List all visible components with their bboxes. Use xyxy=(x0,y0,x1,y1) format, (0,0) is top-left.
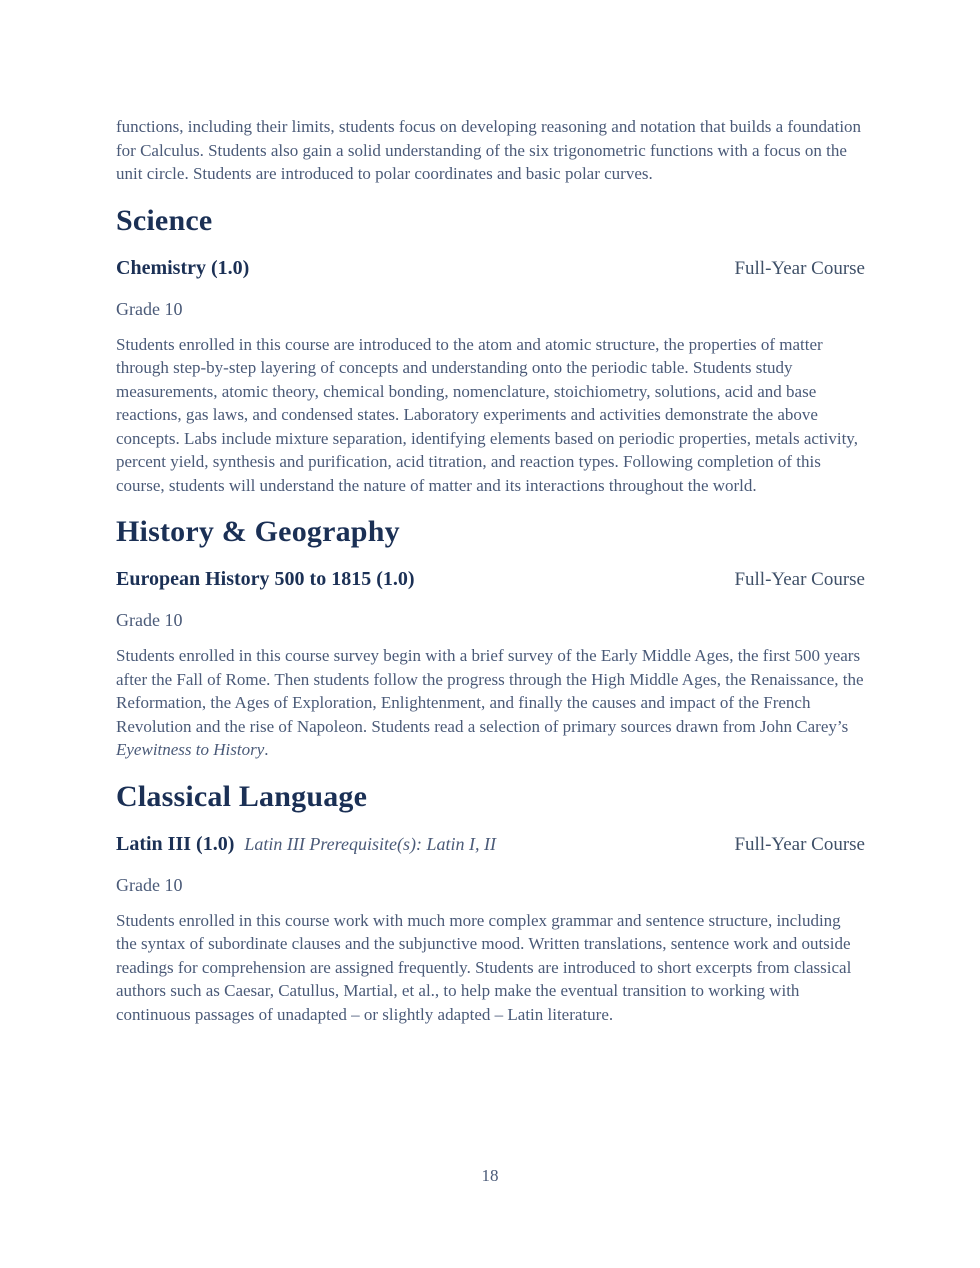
intro-paragraph: functions, including their limits, students focus on developing reasoning and notation that builds a foundation for Calculus. Students also gain a solid understanding of the six trigonometric functions with a focus on the unit circle. Students are introduced to polar coordinates and basic polar curves. xyxy=(116,117,862,183)
course-description-latin: Students enrolled in this course work with much more complex grammar and sentence structure, including the syntax of subordinate clauses and the subjunctive mood. Written translations, sentence work and outside readings for comprehension are assigned frequently. Students are introduced to short excerpts from classical authors such as Caesar, Catullus, Martial, et al., to help make the eventual transition to working with continuous passages of unadapted – or slightly adapted – Latin literature. xyxy=(116,910,852,1024)
section-history-geography xyxy=(116,514,865,762)
grade-level: Grade 10 xyxy=(116,874,183,895)
section-science xyxy=(116,203,865,498)
course-title-european-history: European History 500 to 1815 (1.0) xyxy=(116,568,415,590)
grade-level: Grade 10 xyxy=(116,610,183,630)
prerequisite-note: Latin III Prerequisite(s): Latin I, II xyxy=(244,833,496,854)
course-title-group xyxy=(116,255,249,281)
course-title-latin: Latin III (1.0) xyxy=(116,832,235,855)
description-text: Students enrolled in this course survey begin with a brief survey of the Early Middle Ages, the first 500 years after the Fall of Rome. Then students follow the progress through the High Middle Ages, the Renaissance, the Reformation, the Ages of Exploration, Enlightenment, and finally the causes and impact of the French Revolution and the rise of Napoleon. Students read a selection of primary sources drawn from John Carey’s xyxy=(116,646,864,736)
course-header-row-chemistry xyxy=(116,255,865,282)
course-title-group xyxy=(116,831,496,857)
course-header-row-latin xyxy=(116,831,865,858)
course-description-european-history xyxy=(116,644,865,762)
course-duration-label: Full-Year Course xyxy=(734,569,865,590)
course-duration-label: Full-Year Course xyxy=(734,833,865,855)
course-header-row-european-history xyxy=(116,566,865,593)
section-heading-classical-language: Classical Language xyxy=(116,779,368,813)
course-description-chemistry: Students enrolled in this course are introduced to the atom and atomic structure, the properties of matter through step-by-step layering of concepts and understanding onto the periodic table. Students study measurements, atomic theory, chemical bonding, nomenclature, stoichiometry, solutions, acid and base reactions, gas laws, and condensed states. Laboratory experiments and activities demonstrate the above concepts. Labs include mixture separation, identifying elements based on periodic properties, metals activity, percent yield, synthesis and purification, acid titration, and reaction types. Following completion of this course, students will understand the nature of matter and its interactions throughout the world. xyxy=(116,334,858,495)
section-heading-history-geography: History & Geography xyxy=(116,515,400,548)
section-classical-language xyxy=(116,779,865,1027)
description-text-end: . xyxy=(264,740,269,759)
course-duration-label: Full-Year Course xyxy=(734,257,865,279)
book-title-italic: Eyewitness to History xyxy=(116,740,265,759)
course-title-group xyxy=(116,566,415,592)
page-number: 18 xyxy=(481,1166,499,1185)
section-heading-science: Science xyxy=(116,203,213,237)
course-title-chemistry: Chemistry (1.0) xyxy=(116,256,250,279)
grade-level: Grade 10 xyxy=(116,298,183,319)
